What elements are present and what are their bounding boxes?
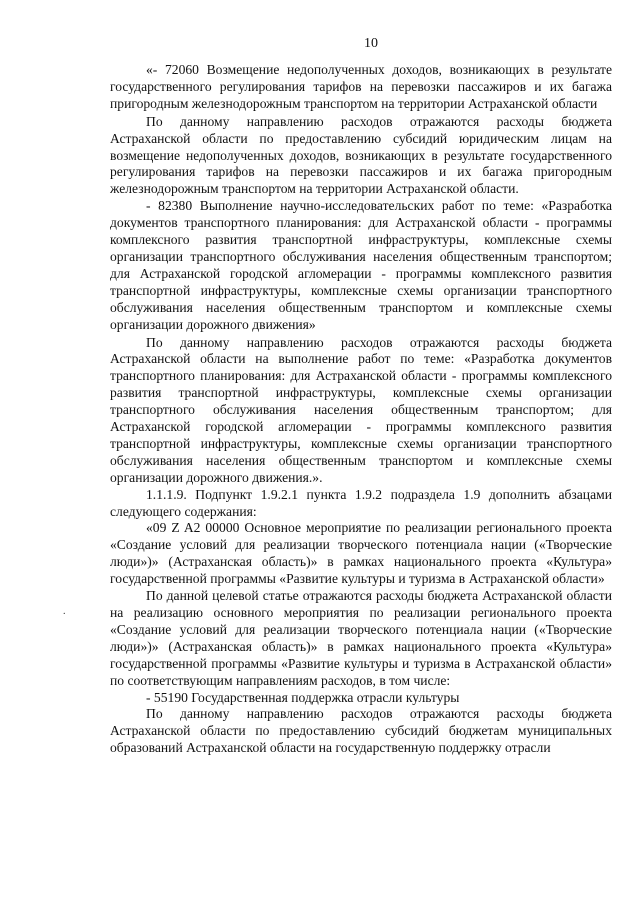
paragraph-5: 1.1.1.9. Подпункт 1.9.2.1 пункта 1.9.2 подраздела 1.9 дополнить абзацами следующего содержания:	[110, 486, 612, 519]
paragraph-3: - 82380 Выполнение научно-исследовательских работ по теме: «Разработка документов транспортного планирования: для Астраханской области - программы комплексного развития транспортной инфраструктуры, комплексные схемы организации транспортного обслуживания населения общественным транспортом; для Астраханской городской агломерации - программы комплексного развития транспортной инфраструктуры, комплексные схемы организации транспортного обслуживания населения общественным транспортом и комплексные схемы организации дорожного движения»	[110, 198, 612, 332]
margin-mark: .	[63, 606, 66, 617]
paragraph-8: - 55190 Государственная поддержка отрасли культуры	[146, 689, 460, 705]
paragraph-9: По данному направлению расходов отражаются расходы бюджета Астраханской области по предоставлению субсидий бюджетам муниципальных образований Астраханской области на государственную поддержку отрасли	[110, 706, 612, 756]
page-number: 10	[364, 36, 378, 51]
paragraph-7: По данной целевой статье отражаются расходы бюджета Астраханской области на реализацию основного мероприятия по реализации регионального проекта «Создание условий для реализации творческого потенциала нации («Творческие люди»)» (Астраханская область)» в рамках национального проекта «Культура» государственной программы «Развитие культуры и туризма в Астраханской области» по соответствующим направлениям расходов, в том числе:	[110, 588, 612, 688]
paragraph-4: По данному направлению расходов отражаются расходы бюджета Астраханской области на выполнение работ по теме: «Разработка документов транспортного планирования: для Астраханской области - программы комплексного развития транспортной инфраструктуры, комплексные схемы организации транспортного обслуживания населения общественным транспортом; для Астраханской городской агломерации - программы комплексного развития транспортной инфраструктуры, комплексные схемы организации транспортного обслуживания населения общественным транспортом и комплексные схемы организации дорожного движения.».	[110, 334, 612, 485]
paragraph-6: «09 Z A2 00000 Основное мероприятие по реализации регионального проекта «Создание условий для реализации творческого потенциала нации («Творческие люди»)» (Астраханская область)» в рамках национального проекта «Культура» государственной программы «Развитие культуры и туризма в Астраханской области»	[110, 520, 612, 587]
paragraph-1: «- 72060 Возмещение недополученных доходов, возникающих в результате государственного регулирования тарифов на перевозки пассажиров и их багажа пригородным железнодорожным транспортом на территории Астраханской области	[110, 62, 612, 111]
paragraph-2: По данному направлению расходов отражаются расходы бюджета Астраханской области по предоставлению субсидий юридическим лицам на возмещение недополученных доходов, возникающих в результате государственного регулирования тарифов на перевозки пассажиров и их багажа пригородным железнодорожным транспортом на территории Астраханской области.	[110, 113, 612, 197]
